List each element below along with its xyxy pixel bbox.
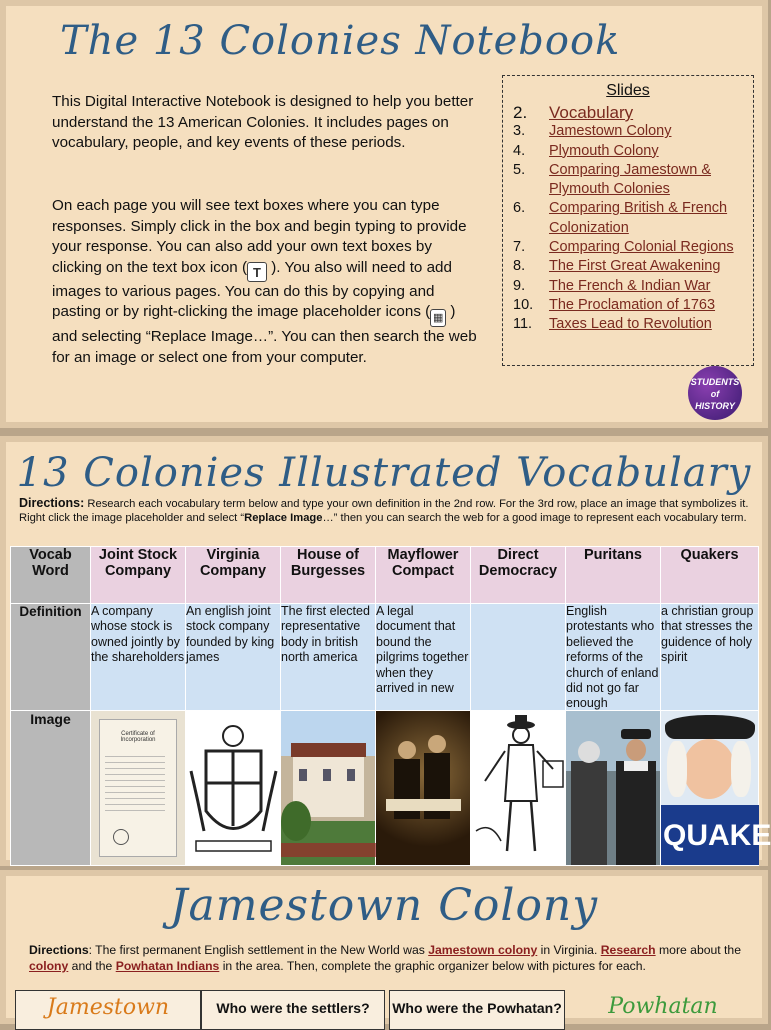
- toc-item: [511, 238, 745, 257]
- definition-cell[interactable]: [281, 604, 376, 711]
- toc-item: [511, 315, 745, 334]
- directions-text-1: Research each vocabulary term below and type your own definition in the 2nd row. For the 3rd row, place an image that symbolizes it. Right click the image placeholder and select “: [19, 498, 749, 524]
- definition-cell[interactable]: [376, 604, 471, 711]
- notebook-title: The 13 Colonies Notebook: [60, 18, 621, 64]
- instructions-paragraph: [52, 196, 480, 369]
- definition-text: The first elected representative body in british north america: [281, 604, 370, 665]
- badge-line-2: of: [710, 389, 720, 399]
- definition-cell[interactable]: [661, 604, 759, 711]
- directions-label: Directions:: [19, 496, 85, 510]
- image-cell-mayflower-compact[interactable]: [376, 711, 471, 866]
- image-cell-virginia-company[interactable]: [186, 711, 281, 866]
- research-link[interactable]: Research: [600, 943, 656, 957]
- vocab-term-header: Virginia Company: [186, 547, 281, 604]
- quaker-brand-text: QUAKE: [663, 819, 771, 852]
- cartoon-man-image: [471, 711, 566, 865]
- image-cell-house-of-burgesses[interactable]: [281, 711, 376, 866]
- image-cell-joint-stock[interactable]: [91, 711, 186, 866]
- toc-item: [511, 296, 745, 315]
- jamestown-colony-link[interactable]: Jamestown colony: [428, 943, 538, 957]
- colony-link[interactable]: colony: [29, 959, 69, 973]
- jamestown-directions: [29, 942, 749, 974]
- certificate-caption: Certificate of Incorporation: [120, 731, 156, 743]
- vocab-term-header: Direct Democracy: [471, 547, 566, 604]
- organizer-powhatan-question[interactable]: Who were the Powhatan?: [389, 990, 565, 1030]
- toc-number: 10.: [513, 296, 534, 313]
- definition-text: An english joint stock company founded by king james: [186, 604, 275, 665]
- vocab-term-header: House of Burgesses: [281, 547, 376, 604]
- instructions-text-1: On each page you will see text boxes where you can type responses. Simply click in the box and begin typing to provide your response. You can also add your own text boxes by clicking on the text box icon (: [52, 197, 467, 276]
- graphic-organizer: [15, 990, 755, 1030]
- definition-text: English protestants who believed the reforms of the church of enland did not go far enough: [566, 604, 659, 711]
- definition-cell[interactable]: [471, 604, 566, 711]
- toc-item: [511, 122, 745, 141]
- image-row: [11, 711, 759, 866]
- slides-table-of-contents: [502, 75, 754, 366]
- definition-text: A company whose stock is owned jointly by the shareholders: [91, 604, 185, 665]
- toc-number: 4.: [513, 142, 526, 159]
- toc-link[interactable]: Vocabulary: [549, 103, 634, 122]
- badge-line-1: STUDENTS: [690, 377, 740, 387]
- row-label-definition: Definition: [11, 604, 91, 711]
- toc-number: 2.: [513, 103, 528, 122]
- toc-link[interactable]: Plymouth Colony: [549, 142, 659, 159]
- definition-text: A legal document that bound the pilgrims together when they arrived in new: [376, 604, 469, 696]
- toc-link[interactable]: Jamestown Colony: [549, 123, 672, 140]
- powhatan-indians-link[interactable]: Powhatan Indians: [115, 959, 220, 973]
- vocab-term-header: Quakers: [661, 547, 759, 604]
- row-label-image: Image: [11, 711, 91, 866]
- image-cell-puritans[interactable]: [566, 711, 661, 866]
- jamestown-dir-c: more about the: [655, 943, 741, 957]
- definition-row: [11, 604, 759, 711]
- toc-number: 7.: [513, 239, 526, 256]
- definition-text: a christian group that stresses the guidence of holy spirit: [661, 604, 754, 665]
- students-of-history-logo: [688, 366, 742, 420]
- directions-bold: Replace Image: [244, 512, 323, 524]
- instructions-text-3: ) and selecting “Replace Image…”. You can then search the web for an image or select one from your computer.: [52, 303, 477, 366]
- toc-number: 9.: [513, 277, 526, 294]
- image-placeholder-icon[interactable]: ▦: [430, 309, 446, 327]
- toc-item: [511, 142, 745, 161]
- toc-number: 6.: [513, 200, 526, 217]
- jamestown-dir-d: and the: [68, 959, 116, 973]
- toc-number: 8.: [513, 258, 526, 275]
- jamestown-dir-b: in Virginia.: [537, 943, 601, 957]
- toc-link[interactable]: Comparing British & French Colonization: [549, 200, 728, 236]
- toc-item: [511, 277, 745, 296]
- definition-cell[interactable]: [186, 604, 281, 711]
- coat-of-arms-image: [186, 711, 281, 865]
- toc-link[interactable]: The Proclamation of 1763: [549, 296, 716, 313]
- row-label-word: Vocab Word: [11, 547, 91, 604]
- vocab-term-header: Mayflower Compact: [376, 547, 471, 604]
- toc-number: 11.: [513, 316, 533, 333]
- vocabulary-directions: [19, 496, 749, 525]
- vocab-term-header: Joint Stock Company: [91, 547, 186, 604]
- badge-line-3: HISTORY: [695, 401, 735, 411]
- toc-item: [511, 257, 745, 276]
- jamestown-dir-a: : The first permanent English settlement in the New World was: [88, 943, 429, 957]
- toc-link[interactable]: Comparing Colonial Regions: [549, 239, 734, 256]
- definition-cell[interactable]: [91, 604, 186, 711]
- vocab-word-row: [11, 547, 759, 604]
- jamestown-dir-e: in the area. Then, complete the graphic organizer below with pictures for each.: [219, 959, 646, 973]
- definition-text: [471, 604, 565, 704]
- vocab-term-header: Puritans: [566, 547, 661, 604]
- organizer-powhatan-label: Powhatan: [608, 994, 718, 1019]
- organizer-jamestown-label: Jamestown: [15, 990, 201, 1030]
- definition-cell[interactable]: [566, 604, 661, 711]
- toc-item: [511, 161, 745, 200]
- toc-link[interactable]: Comparing Jamestown & Plymouth Colonies: [549, 161, 711, 198]
- toc-link[interactable]: The French & Indian War: [549, 277, 711, 294]
- text-box-icon[interactable]: T: [247, 262, 267, 282]
- toc-number: 5.: [513, 161, 526, 178]
- jamestown-directions-label: Directions: [29, 943, 89, 957]
- instructions-text-2: ). You also will need to add images to various pages. You can do this by copying and pasting or by right-clicking the image placeholder icons (: [52, 258, 452, 321]
- vocabulary-title: 13 Colonies Illustrated Vocabulary: [16, 450, 752, 496]
- vocabulary-table: [10, 546, 771, 866]
- toc-item: [511, 103, 745, 122]
- jamestown-title: Jamestown Colony: [169, 880, 599, 931]
- toc-list: [511, 103, 745, 335]
- organizer-settlers-question[interactable]: Who were the settlers?: [201, 990, 385, 1030]
- slides-heading: Slides: [606, 82, 650, 99]
- intro-paragraph: This Digital Interactive Notebook is designed to help you better understand the 13 American Colonies. It includes pages on vocabulary, people, and key events of these periods.: [52, 93, 474, 152]
- directions-text-2: …” then you can search the web for a good image to represent each vocabulary term.: [322, 512, 747, 524]
- image-cell-direct-democracy[interactable]: [471, 711, 566, 866]
- toc-link[interactable]: The First Great Awakening: [549, 258, 721, 275]
- image-cell-quakers[interactable]: [661, 711, 771, 866]
- toc-link[interactable]: Taxes Lead to Revolution: [549, 316, 712, 333]
- toc-number: 3.: [513, 123, 526, 140]
- toc-item: [511, 199, 745, 238]
